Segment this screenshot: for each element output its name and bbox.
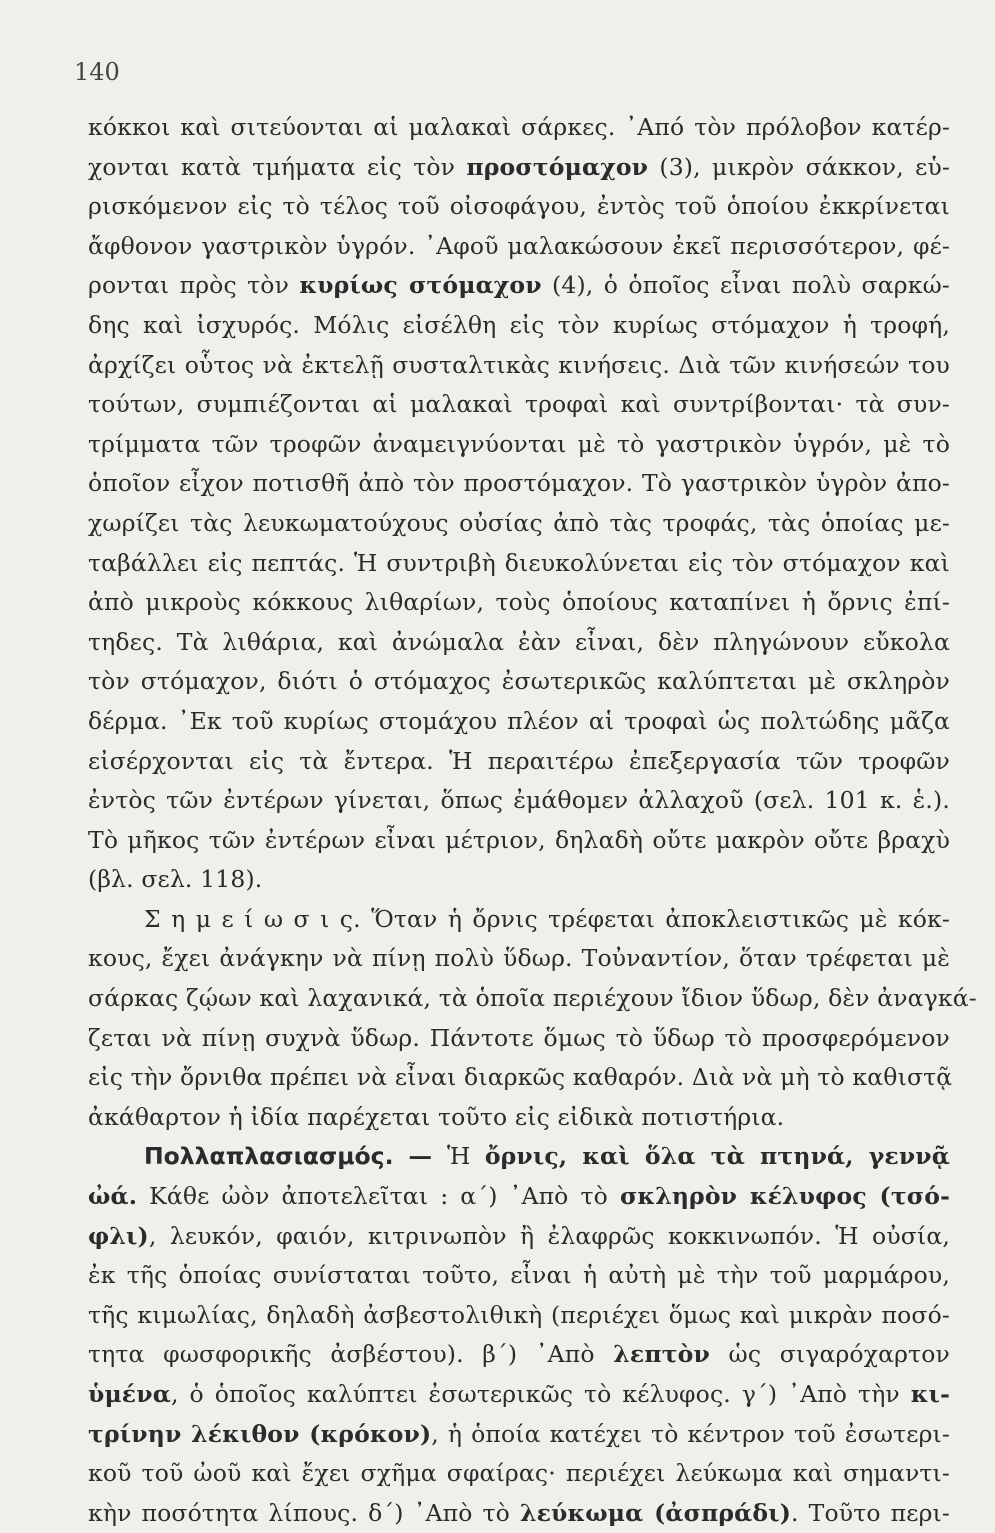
text-line	[88, 227, 950, 267]
text-line	[88, 1137, 950, 1177]
text-line	[88, 1296, 950, 1336]
text-line	[88, 187, 950, 227]
text-run: ἀρχίζει οὗτος νὰ ἐκτελῇ συσταλτικὰς κινήσεις. Διὰ τῶν κινήσεών του	[88, 350, 950, 379]
text-run: δης καὶ ἰσχυρός. Μόλις εἰσέλθη εἰς τὸν κυρίως στόμαχον ἡ τροφή,	[88, 310, 950, 339]
text-line	[88, 1335, 950, 1375]
text-run: χονται κατὰ τμήματα εἰς τὸν	[88, 152, 467, 181]
text-line	[88, 662, 950, 702]
text-run: τρίμματα τῶν τροφῶν ἀναμειγνύονται μὲ τὸ γαστρικὸν ὑγρόν, μὲ τὸ	[88, 429, 950, 458]
text-run: τούτων, συμπιέζονται αἱ μαλακαὶ τροφαὶ καὶ συντρίβονται· τὰ συν-	[88, 390, 950, 419]
text-run: ρονται πρὸς τὸν	[88, 271, 300, 300]
text-run: ρισκόμενον εἰς τὸ τέλος τοῦ οἰσοφάγου, ἐντὸς τοῦ ὁποίου ἐκκρίνεται	[88, 192, 950, 221]
bold-term: ὄρνις, καὶ ὅλα τὰ πτηνά, γεννᾷ	[484, 1142, 950, 1171]
text-run: , ἡ ὁποία κατέχει τὸ κέντρον τοῦ ἐσωτερι-	[431, 1419, 950, 1448]
bold-term: προστόμαχον	[466, 152, 649, 181]
text-line	[88, 821, 950, 861]
text-line	[88, 939, 950, 979]
bold-term: λεπτὸν	[613, 1340, 710, 1369]
text-line	[88, 306, 950, 346]
text-line	[88, 979, 977, 1019]
text-run: τῆς κιμωλίας, δηλαδὴ ἀσβεστολιθικὴ (περιέχει ὅμως καὶ μικρὰν ποσό-	[88, 1300, 950, 1329]
text-line	[88, 464, 950, 504]
text-run: τητα φωσφορικῆς ἀσβέστου). β΄) ᾿Απὸ	[88, 1340, 614, 1369]
text-run: χωρίζει τὰς λευκωματούχους οὐσίας ἀπὸ τὰς τροφάς, τὰς ὁποίας με-	[88, 508, 950, 537]
text-run: ἐκ τῆς ὁποίας συνίσταται τοῦτο, εἶναι ἡ αὐτὴ μὲ τὴν τοῦ μαρμάρου,	[88, 1261, 950, 1290]
text-line	[88, 1375, 950, 1415]
text-line	[88, 1177, 950, 1217]
text-run: εἰς τὴν ὄρνιθα πρέπει νὰ εἶναι διαρκῶς καθαρόν. Διὰ νὰ μὴ τὸ καθιστᾷ	[88, 1063, 953, 1092]
text-run: (4), ὁ ὁποῖος εἶναι πολὺ σαρκώ-	[541, 271, 950, 300]
text-run: κους, ἔχει ἀνάγκην νὰ πίνῃ πολὺ ὕδωρ. Τοὐναντίον, ὅταν τρέφεται μὲ	[88, 944, 950, 973]
text-run: ἀπὸ μικροὺς κόκκους λιθαρίων, τοὺς ὁποίους καταπίνει ἡ ὄρνις ἐπί-	[88, 588, 950, 617]
text-run: σάρκας ζῴων καὶ λαχανικά, τὰ ὁποῖα περιέχουν ἴδιον ὕδωρ, δὲν ἀναγκά-	[88, 984, 977, 1013]
bold-term: Πολλαπλασιασμός. —	[144, 1142, 447, 1171]
text-line	[88, 504, 950, 544]
text-run: (βλ. σελ. 118).	[88, 865, 263, 894]
text-line	[88, 346, 950, 386]
text-run: ταβάλλει εἰς πεπτάς. Ἡ συντριβὴ διευκολύνεται εἰς τὸν στόμαχον καὶ	[88, 548, 950, 577]
text-line	[88, 1217, 950, 1257]
text-run: τηδες. Τὰ λιθάρια, καὶ ἀνώμαλα ἐὰν εἶναι, δὲν πληγώνουν εὔκολα	[88, 627, 950, 656]
text-line	[88, 1454, 950, 1494]
text-line	[88, 1098, 950, 1138]
text-line	[88, 781, 950, 821]
text-line	[88, 742, 950, 782]
text-line	[88, 108, 950, 148]
text-run: ἀκάθαρτον ἡ ἰδία παρέχεται τοῦτο εἰς εἰδικὰ ποτιστήρια.	[88, 1102, 785, 1131]
bold-term: κι-	[910, 1380, 950, 1408]
bold-term: τρίνην λέκιθον (κρόκον)	[88, 1419, 432, 1448]
text-line	[88, 266, 950, 306]
bold-term: ὠά.	[88, 1182, 138, 1211]
text-run: κόκκοι καὶ σιτεύονται αἱ μαλακαὶ σάρκες. ᾿Από τὸν πρόλοβον κατέρ-	[88, 113, 950, 141]
text-run: Σ η μ ε ί ω σ ι ς. Ὅταν ἡ ὄρνις τρέφεται ἀποκλειστικῶς μὲ κόκ-	[144, 904, 950, 933]
text-run: κὴν ποσότητα λίπους. δ΄) ᾿Απὸ τὸ	[88, 1498, 520, 1527]
bold-term: σκληρὸν κέλυφος (τσό-	[619, 1182, 950, 1211]
text-run: ὡς σιγαρόχαρτον	[709, 1340, 950, 1369]
bold-term: ὑμένα	[88, 1380, 171, 1408]
text-line	[88, 148, 950, 188]
text-line	[88, 583, 950, 623]
text-line	[88, 544, 950, 584]
text-line	[88, 623, 950, 663]
text-line	[88, 1256, 950, 1296]
text-run: ἐντὸς τῶν ἐντέρων γίνεται, ὅπως ἐμάθομεν ἀλλαχοῦ (σελ. 101 κ. ἑ.).	[88, 786, 950, 815]
text-line	[88, 1415, 950, 1455]
text-run: ὁποῖον εἶχον ποτισθῆ ἀπὸ τὸν προστόμαχον. Τὸ γαστρικὸν ὑγρὸν ἀπο-	[88, 469, 950, 498]
text-line	[88, 860, 950, 900]
text-run: ἄφθονον γαστρικὸν ὑγρόν. ᾿Αφοῦ μαλακώσουν ἐκεῖ περισσότερον, φέ-	[88, 231, 950, 260]
text-run: εἰσέρχονται εἰς τὰ ἔντερα. Ἡ περαιτέρω ἐπεξεργασία τῶν τροφῶν	[88, 746, 950, 775]
text-run: Τὸ μῆκος τῶν ἐντέρων εἶναι μέτριον, δηλαδὴ οὔτε μακρὸν οὔτε βραχὺ	[88, 825, 950, 854]
text-run: , ὁ ὁποῖος καλύπτει ἐσωτερικῶς τὸ κέλυφος. γ΄) ᾿Απὸ τὴν	[170, 1380, 911, 1408]
text-run: τὸν στόμαχον, διότι ὁ στόμαχος ἐσωτερικῶς καλύπτεται μὲ σκληρὸν	[88, 667, 950, 696]
text-run: , λευκόν, φαιόν, κιτρινωπὸν ἢ ἐλαφρῶς κοκκινωπόν. Ἡ οὐσία,	[148, 1221, 950, 1250]
text-line	[88, 385, 950, 425]
text-line	[88, 1058, 953, 1098]
body-text	[88, 108, 977, 1533]
text-line	[88, 702, 950, 742]
text-line	[88, 1019, 950, 1059]
text-run: δέρμα. ᾿Εκ τοῦ κυρίως στομάχου πλέον αἱ τροφαὶ ὡς πολτώδης μᾶζα	[88, 706, 950, 735]
bold-term: φλι)	[88, 1221, 149, 1250]
text-run: κοῦ τοῦ ὠοῦ καὶ ἔχει σχῆμα σφαίρας· περιέχει λεύκωμα καὶ σημαντι-	[88, 1459, 950, 1488]
text-line	[88, 425, 950, 465]
text-run: . Τοῦτο περι-	[791, 1498, 950, 1527]
bold-term: κυρίως στόμαχον	[299, 271, 542, 300]
page-number: 140	[74, 58, 120, 86]
text-run: (3), μικρὸν σάκκον, εὑ-	[648, 152, 950, 181]
text-run: Ἡ	[446, 1142, 485, 1171]
text-line	[88, 900, 950, 940]
text-run: ζεται νὰ πίνῃ συχνὰ ὕδωρ. Πάντοτε ὅμως τὸ ὕδωρ τὸ προσφερόμενον	[88, 1023, 950, 1052]
bold-term: λεύκωμα (ἀσπράδι)	[519, 1498, 792, 1527]
text-run: Κάθε ὠὸν ἀποτελεῖται : α΄) ᾿Απὸ τὸ	[137, 1182, 620, 1211]
